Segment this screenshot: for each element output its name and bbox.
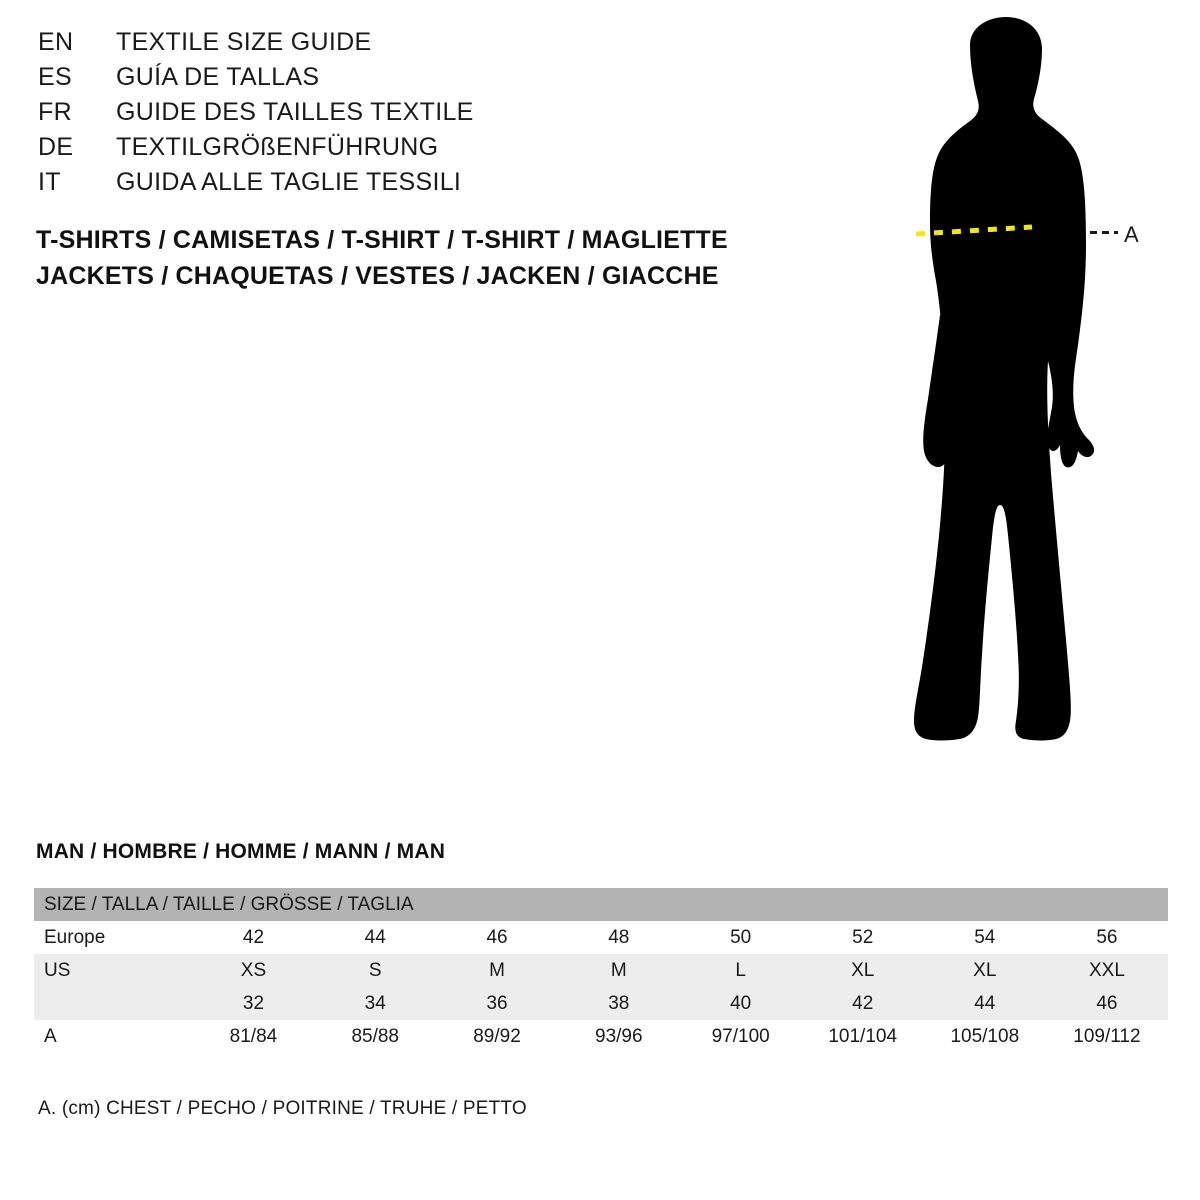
language-title: GUIDA ALLE TAGLIE TESSILI [116,168,462,196]
row-value: 89/92 [436,1020,558,1053]
measure-label-a: A [1124,222,1139,247]
garment-category-block [36,222,796,294]
row-value: 42 [193,921,315,954]
language-header-block [38,28,738,203]
measure-leader-line [1090,231,1118,234]
row-value: 81/84 [193,1020,315,1053]
language-code: FR [38,98,72,126]
category-line-tshirts: T-SHIRTS / CAMISETAS / T-SHIRT / T-SHIRT / MAGLIETTE [36,226,728,254]
row-value: 34 [314,987,436,1020]
row-value: 56 [1046,921,1168,954]
row-value: 109/112 [1046,1020,1168,1053]
row-value: 97/100 [680,1020,802,1053]
row-value: XXL [1046,954,1168,987]
footnote-chest-measure: A. (cm) CHEST / PECHO / POITRINE / TRUHE / PETTO [38,1098,527,1119]
row-value: M [558,954,680,987]
row-label [34,987,193,1020]
row-value: 32 [193,987,315,1020]
language-code: EN [38,28,74,56]
language-code: ES [38,63,72,91]
language-row [38,28,738,63]
table-row [34,987,1168,1020]
row-value: 105/108 [924,1020,1046,1053]
row-value: 93/96 [558,1020,680,1053]
language-title: GUÍA DE TALLAS [116,63,320,91]
row-value: L [680,954,802,987]
language-row [38,133,738,168]
language-row [38,168,738,203]
table-row [34,954,1168,987]
body-silhouette-figure [820,15,1180,795]
table-header-row [34,888,1168,921]
row-value: 44 [314,921,436,954]
category-line-jackets: JACKETS / CHAQUETAS / VESTES / JACKEN / GIACCHE [36,262,719,290]
row-value: XS [193,954,315,987]
row-value: 48 [558,921,680,954]
table-row [34,1020,1168,1053]
row-value: 46 [436,921,558,954]
row-value: 54 [924,921,1046,954]
row-value: 46 [1046,987,1168,1020]
language-title: TEXTILE SIZE GUIDE [116,28,372,56]
row-label: A [34,1020,193,1053]
table-row [34,921,1168,954]
row-label: US [34,954,193,987]
row-value: 52 [802,921,924,954]
row-value: M [436,954,558,987]
row-value: XL [924,954,1046,987]
row-value: S [314,954,436,987]
table-header-label: SIZE / TALLA / TAILLE / GRÖSSE / TAGLIA [34,888,1168,921]
row-value: 44 [924,987,1046,1020]
row-value: 38 [558,987,680,1020]
language-row [38,63,738,98]
male-silhouette-icon [820,15,1180,795]
row-label: Europe [34,921,193,954]
language-code: IT [38,168,61,196]
row-value: 101/104 [802,1020,924,1053]
size-table [34,888,1168,1053]
table-section-title: MAN / HOMBRE / HOMME / MANN / MAN [36,840,446,863]
row-value: 42 [802,987,924,1020]
row-value: 36 [436,987,558,1020]
row-value: 50 [680,921,802,954]
language-title: GUIDE DES TAILLES TEXTILE [116,98,474,126]
language-code: DE [38,133,74,161]
row-value: 85/88 [314,1020,436,1053]
row-value: 40 [680,987,802,1020]
language-row [38,98,738,133]
row-value: XL [802,954,924,987]
language-title: TEXTILGRÖßENFÜHRUNG [116,133,439,161]
